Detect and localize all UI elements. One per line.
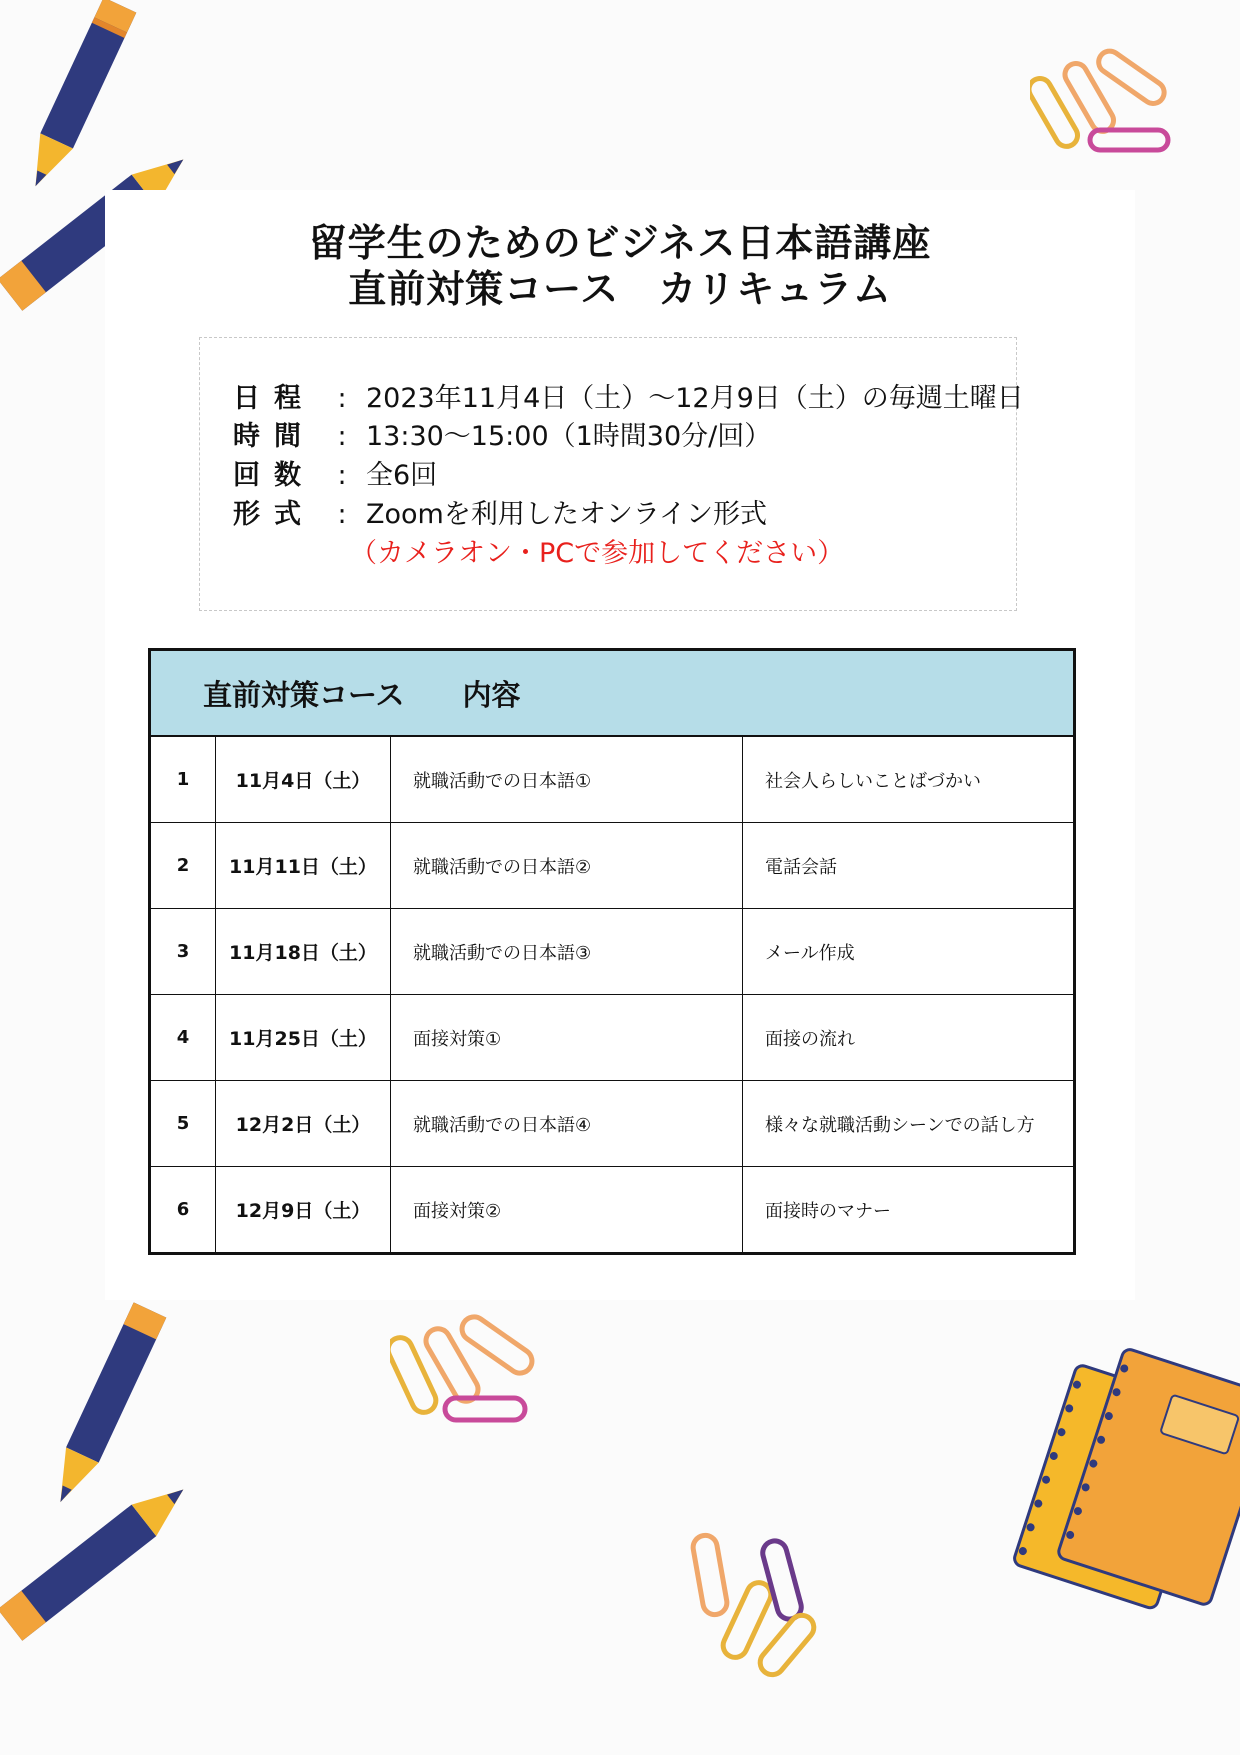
row-number: 3 <box>150 909 216 995</box>
info-label: 日程 <box>233 383 315 414</box>
info-value: 2023年11月4日（土）〜12月9日（土）の毎週土曜日 <box>366 383 1024 414</box>
info-row-schedule <box>233 380 1024 418</box>
info-value: 13:30〜15:00（1時間30分/回） <box>366 421 772 452</box>
info-colon: : <box>337 421 347 452</box>
title-line-1: 留学生のためのビジネス日本語講座 <box>308 221 932 265</box>
row-topic: 面接対策① <box>391 995 743 1081</box>
row-date: 12月2日（土） <box>216 1081 391 1167</box>
row-date: 11月11日（土） <box>216 823 391 909</box>
row-detail: メール作成 <box>743 909 1075 995</box>
row-detail: 面接の流れ <box>743 995 1075 1081</box>
table-row <box>150 736 1075 823</box>
row-date: 11月18日（土） <box>216 909 391 995</box>
info-colon: : <box>337 383 347 414</box>
info-row-count <box>233 457 437 495</box>
row-topic: 就職活動での日本語④ <box>391 1081 743 1167</box>
curriculum-table <box>148 648 1076 1255</box>
row-date: 12月9日（土） <box>216 1167 391 1254</box>
table-row <box>150 909 1075 995</box>
row-detail: 電話会話 <box>743 823 1075 909</box>
info-label: 回数 <box>233 460 315 491</box>
row-date: 11月25日（土） <box>216 995 391 1081</box>
row-date: 11月4日（土） <box>216 736 391 823</box>
row-number: 5 <box>150 1081 216 1167</box>
title-line-2: 直前対策コース カリキュラム <box>348 267 892 311</box>
row-number: 1 <box>150 736 216 823</box>
paperclips-top-right-icon <box>1030 35 1190 165</box>
row-topic: 就職活動での日本語② <box>391 823 743 909</box>
row-topic: 面接対策② <box>391 1167 743 1254</box>
info-colon: : <box>337 499 347 530</box>
paperclips-middle-icon <box>390 1300 560 1430</box>
row-detail: 様々な就職活動シーンでの話し方 <box>743 1081 1075 1167</box>
info-note: （カメラオン・PCで参加してください） <box>350 538 845 569</box>
notebooks-icon <box>990 1340 1240 1630</box>
table-row <box>150 1081 1075 1167</box>
info-value: Zoomを利用したオンライン形式 <box>366 499 768 530</box>
info-row-format <box>233 496 767 534</box>
row-topic: 就職活動での日本語③ <box>391 909 743 995</box>
info-label: 形式 <box>233 499 315 530</box>
row-number: 6 <box>150 1167 216 1254</box>
info-colon: : <box>337 460 347 491</box>
page-title <box>0 220 1240 312</box>
info-label: 時間 <box>233 421 315 452</box>
info-row-time <box>233 418 771 456</box>
row-number: 2 <box>150 823 216 909</box>
row-topic: 就職活動での日本語① <box>391 736 743 823</box>
table-row <box>150 823 1075 909</box>
row-detail: 社会人らしいことばづかい <box>743 736 1075 823</box>
paperclips-bottom-icon <box>690 1530 830 1680</box>
table-row <box>150 995 1075 1081</box>
pencil-bottom-left-icon <box>0 1300 220 1650</box>
row-number: 4 <box>150 995 216 1081</box>
row-detail: 面接時のマナー <box>743 1167 1075 1254</box>
table-header: 直前対策コース 内容 <box>150 650 1075 737</box>
table-row <box>150 1167 1075 1254</box>
info-value: 全6回 <box>366 460 438 491</box>
